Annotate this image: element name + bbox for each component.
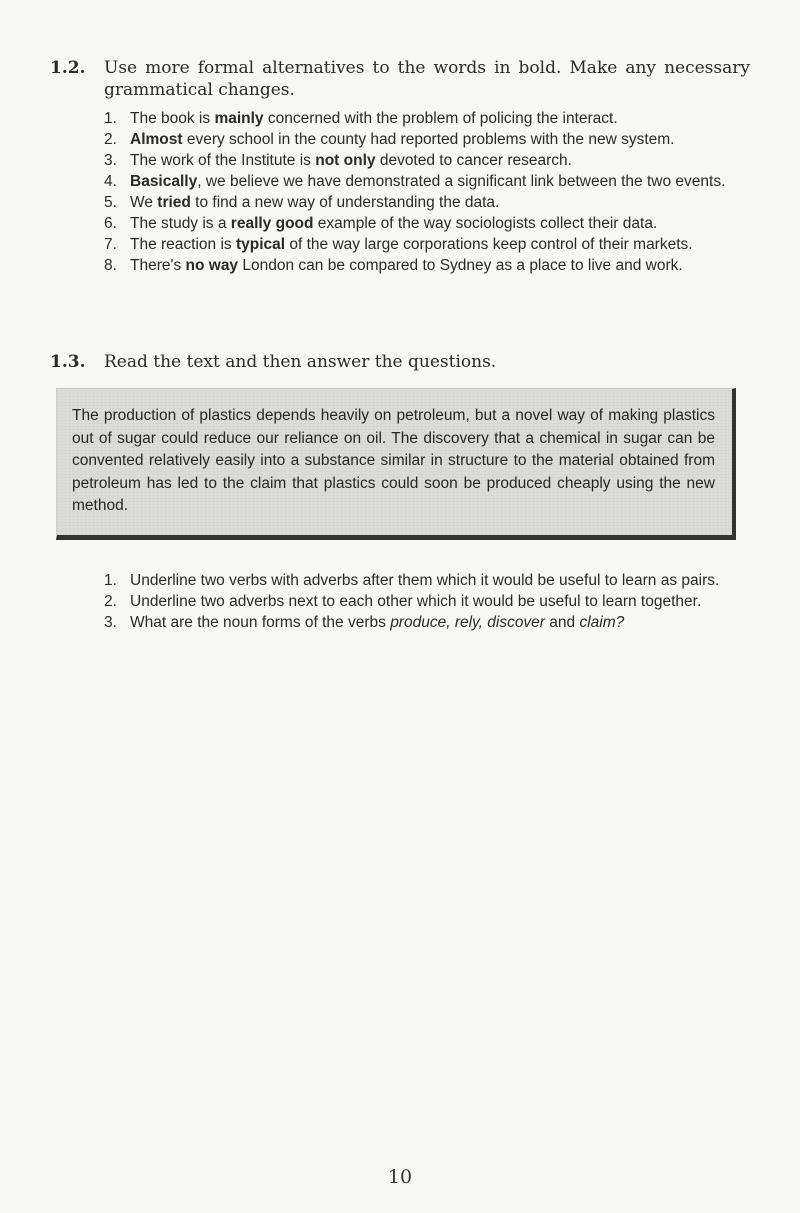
item-number: 3. bbox=[104, 152, 117, 169]
item-text bbox=[130, 150, 749, 171]
page-number: 10 bbox=[387, 1166, 413, 1188]
exercise-item bbox=[104, 234, 749, 255]
item-number: 1. bbox=[104, 572, 117, 589]
text-run: We bbox=[130, 194, 158, 211]
bold-phrase: Almost bbox=[130, 131, 183, 148]
section-number: 1.3. bbox=[50, 352, 86, 372]
section-instruction: Use more formal alternatives to the words in bold. Make any necessary grammatical changes. bbox=[104, 58, 750, 100]
text-run: There's bbox=[130, 257, 186, 274]
item-number: 2. bbox=[104, 593, 117, 610]
question-item bbox=[104, 570, 749, 591]
text-run: of the way large corporations keep control of their markets. bbox=[285, 236, 693, 253]
item-number: 6. bbox=[104, 215, 117, 232]
text-run: and bbox=[544, 614, 580, 631]
exercise-item bbox=[104, 108, 749, 129]
bold-phrase: mainly bbox=[214, 110, 264, 127]
exercise-item bbox=[104, 255, 749, 276]
item-number: 5. bbox=[104, 194, 117, 211]
text-run: The reaction is bbox=[130, 236, 236, 253]
bold-phrase: typical bbox=[235, 236, 286, 253]
bold-phrase: really good bbox=[230, 215, 314, 232]
exercise-1-3-questions bbox=[104, 570, 749, 633]
text-run: , we believe we have demonstrated a significant link between the two events. bbox=[197, 173, 726, 190]
exercise-item bbox=[104, 213, 749, 234]
text-run: The study is a bbox=[130, 215, 231, 232]
item-text bbox=[130, 570, 749, 591]
item-text bbox=[130, 192, 749, 213]
item-text bbox=[130, 108, 749, 129]
item-number: 1. bbox=[104, 110, 117, 127]
item-number: 8. bbox=[104, 257, 117, 274]
bold-phrase: tried bbox=[157, 194, 191, 211]
item-text bbox=[130, 591, 749, 612]
exercise-item bbox=[104, 171, 749, 192]
bold-phrase: no way bbox=[185, 257, 239, 274]
section-1-2-heading bbox=[50, 57, 750, 101]
text-run: Underline two verbs with adverbs after them which it would be useful to learn as pairs. bbox=[130, 572, 720, 589]
section-instruction: Read the text and then answer the questions. bbox=[104, 352, 497, 372]
item-number: 2. bbox=[104, 131, 117, 148]
section-number: 1.2. bbox=[50, 58, 86, 78]
text-run: London can be compared to Sydney as a place to live and work. bbox=[238, 257, 683, 274]
text-run: What are the noun forms of the verbs bbox=[130, 614, 391, 631]
item-number: 4. bbox=[104, 173, 117, 190]
text-run: Underline two adverbs next to each other which it would be useful to learn together. bbox=[130, 593, 702, 610]
italic-phrase: produce, rely, discover bbox=[390, 614, 545, 631]
exercise-item bbox=[104, 150, 749, 171]
text-run: to find a new way of understanding the data. bbox=[190, 194, 500, 211]
text-run: example of the way sociologists collect their data. bbox=[313, 215, 658, 232]
item-number: 3. bbox=[104, 614, 117, 631]
item-number: 7. bbox=[104, 236, 117, 253]
text-run: devoted to cancer research. bbox=[375, 152, 572, 169]
text-run: The work of the Institute is bbox=[130, 152, 316, 169]
text-run: every school in the county had reported problems with the new system. bbox=[182, 131, 675, 148]
question-item bbox=[104, 612, 749, 633]
section-1-3-heading bbox=[50, 351, 750, 373]
exercise-item bbox=[104, 129, 749, 150]
item-text bbox=[130, 171, 749, 192]
item-text bbox=[130, 255, 749, 276]
text-run: The book is bbox=[130, 110, 215, 127]
question-item bbox=[104, 591, 749, 612]
item-text bbox=[130, 129, 749, 150]
italic-phrase: claim? bbox=[579, 614, 625, 631]
exercise-item bbox=[104, 192, 749, 213]
bold-phrase: Basically bbox=[130, 173, 198, 190]
clipping-text: The production of plastics depends heavily on petroleum, but a novel way of making plastics out of sugar could reduce our reliance on oil. The discovery that a chemical in sugar can be convented relatively easily into a substance similar in structure to the material obtained from petroleum has led to the claim that plastics could soon be produced cheaply using the new method. bbox=[72, 407, 715, 514]
item-text bbox=[130, 213, 749, 234]
bold-phrase: not only bbox=[315, 152, 376, 169]
item-text bbox=[130, 612, 749, 633]
item-text bbox=[130, 234, 749, 255]
text-run: concerned with the problem of policing the interact. bbox=[263, 110, 618, 127]
exercise-1-2-list bbox=[104, 108, 749, 276]
